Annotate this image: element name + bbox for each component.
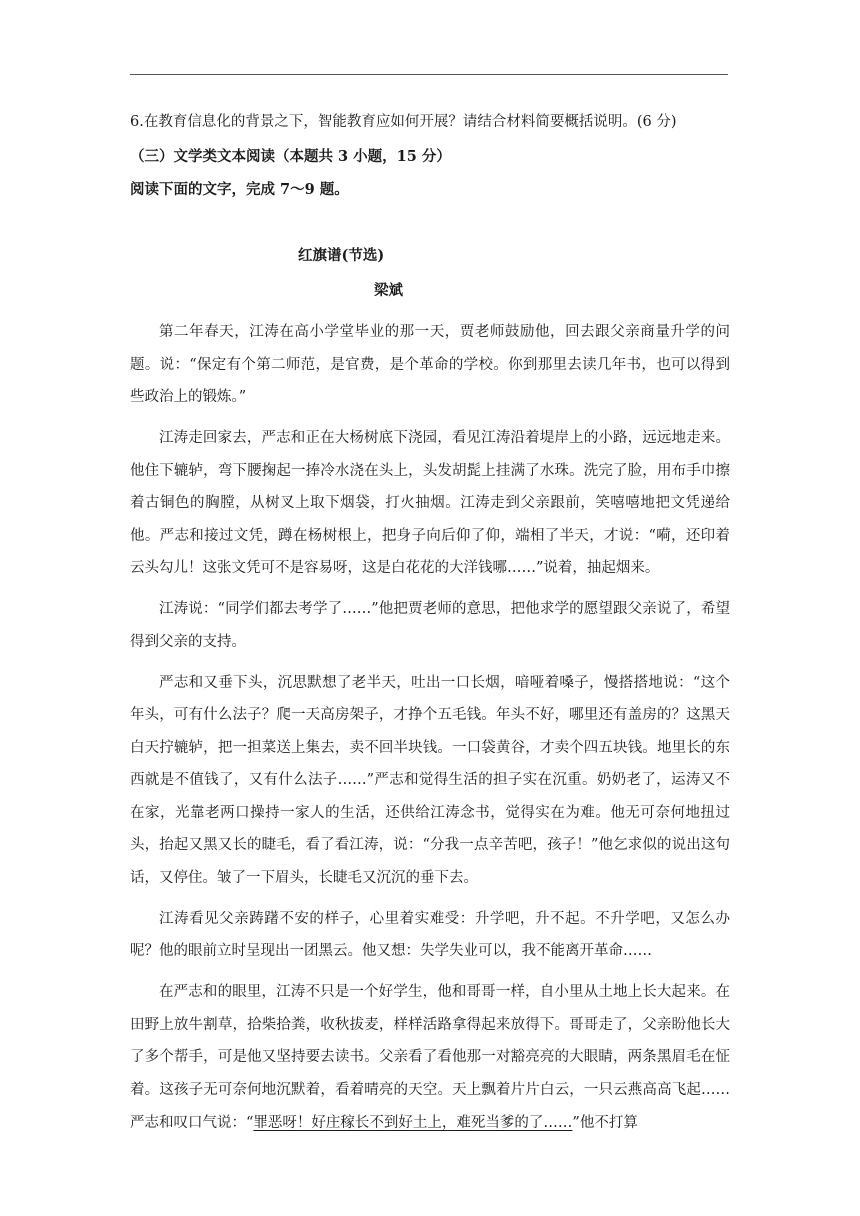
- quote-close: ”他不打算: [572, 1114, 638, 1131]
- header-rule: [130, 74, 728, 75]
- paragraph-1: 第二年春天，江涛在高小学堂毕业的那一天，贾老师鼓励他，回去跟父亲商量升学的问题。说：“保定有个第二师范，是官费，是个革命的学校。你到那里去读几年书，也可以得到些政治上的锻炼。”: [130, 324, 730, 406]
- passage-title: 红旗谱(节选): [298, 247, 385, 264]
- passage-author: 梁斌: [374, 282, 403, 299]
- passage-body: [130, 316, 730, 1147]
- instruction: 阅读下面的文字，完成 7～9 题。: [130, 181, 349, 198]
- paragraph-4: 严志和又垂下头，沉思默想了老半天，吐出一口长烟，喑哑着嗓子，慢搭搭地说：“这个年头，可有什么法子？爬一天高房架子，才挣个五毛钱。年头不好，哪里还有盖房的？这黑天白天拧辘轳，把一担菜送上集去，卖不回半块钱。一口袋黄谷，才卖个四五块钱。地里长的东西就是不值钱了，又有什么法子……”严志和觉得生活的担子实在沉重。奶奶老了，运涛又不在家，光靠老两口操持一家人的生活，还供给江涛念书，觉得实在为难。他无可奈何地扭过头，抬起又黑又长的睫毛，看了看江涛，说：“分我一点辛苦吧，孩子！”他乞求似的说出这句话，又停住。皱了一下眉头，长睫毛又沉沉的垂下去。: [130, 674, 730, 887]
- section-heading: （三）文学类文本阅读（本题共 3 小题，15 分）: [130, 148, 451, 165]
- underlined-quote: 罪恶呀！好庄稼长不到好土上，难死当爹的了……: [253, 1114, 573, 1131]
- paragraph-2: 江涛走回家去，严志和正在大杨树底下浇园，看见江涛沿着堤岸上的小路，远远地走来。他住下辘轳，弯下腰掬起一捧冷水浇在头上，头发胡髭上挂满了水珠。洗完了脸，用布手巾擦着古铜色的胸膛，从树叉上取下烟袋，打火抽烟。江涛走到父亲跟前，笑嘻嘻地把文凭递给他。严志和接过文凭，蹲在杨树根上，把身子向后仰了仰，端相了半天，才说：“嗬，还印着云头勾儿！这张文凭可不是容易呀，这是白花花的大洋钱哪……”说着，抽起烟来。: [130, 429, 730, 577]
- paragraph-6-text: 在严志和的眼里，江涛不只是一个好学生，他和哥哥一样，自小里从土地上长大起来。在田野上放牛割草，拾柴拾粪，收秋拔麦，样样活路拿得起来放得下。哥哥走了，父亲盼他长大了多个帮手，可是他又坚持要去读书。父亲看了看他那一对豁亮亮的大眼睛，两条黑眉毛在怔着。这孩子无可奈何地沉默着，看着晴亮的天空。天上飘着片片白云，一只云燕高高飞起……严志和叹口气说：: [130, 984, 730, 1131]
- paragraph-3: 江涛说：“同学们都去考学了……”他把贾老师的意思，把他求学的愿望跟父亲说了，希望得到父亲的支持。: [130, 601, 730, 650]
- question-6: 6.在教育信息化的背景之下，智能教育应如何开展？请结合材料简要概括说明。(6 分): [130, 114, 677, 130]
- paragraph-6: [130, 976, 730, 1139]
- quote-open: “: [246, 1114, 254, 1131]
- paragraph-5: 江涛看见父亲踌躇不安的样子，心里着实难受：升学吧，升不起。不升学吧，又怎么办呢？他的眼前立时呈现出一团黑云。他又想：失学失业可以，我不能离开革命……: [130, 910, 730, 960]
